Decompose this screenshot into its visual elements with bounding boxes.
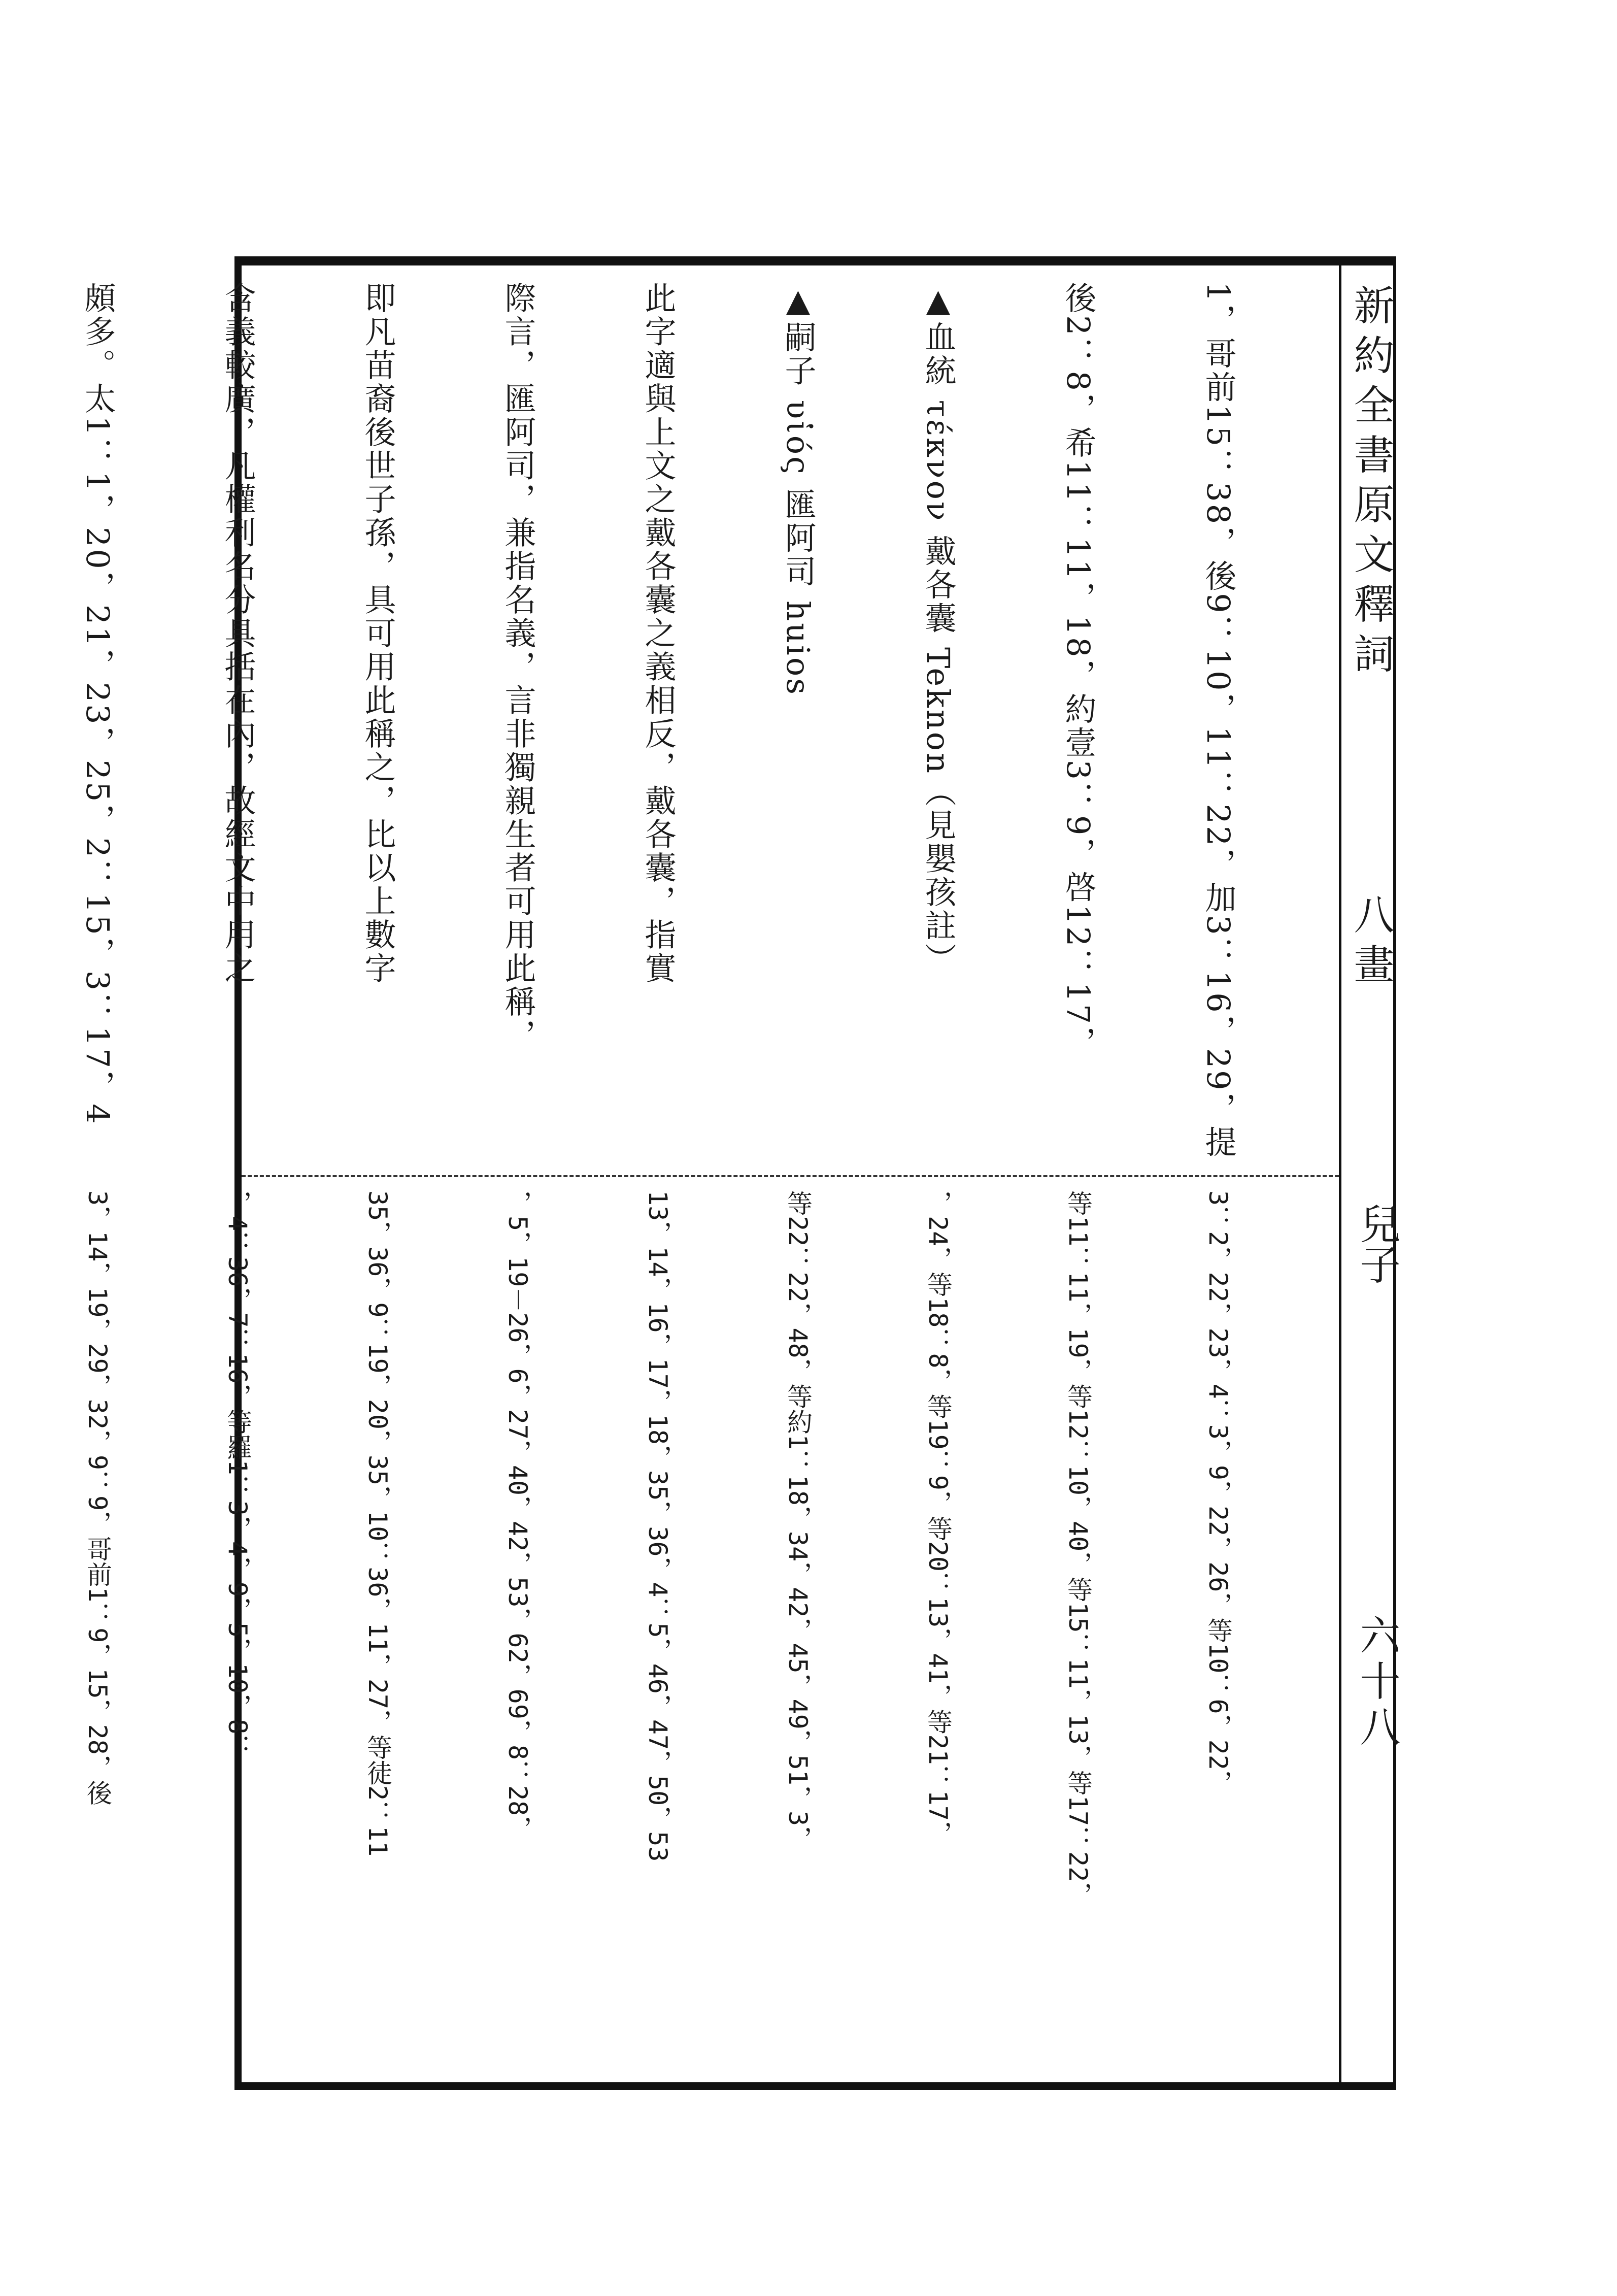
text-column: 1，哥前15：38，後9：10，11：22，加3：16，29，提	[1200, 282, 1237, 1159]
reference-column: ，24，等18：8，等19：9，等20：13，41，等21：17，	[923, 1190, 953, 1846]
text-column: ▲血統 τέκνον 戴各囊 Teknon（見嬰孩註）	[920, 282, 957, 976]
category-label: 八畫	[1347, 893, 1394, 993]
text-column: ▲嗣子 υἱός 匯阿司 huios	[780, 282, 817, 697]
reference-column: ，5，19－26，6，27，40，42，53，62，69，8：28，	[503, 1190, 532, 1842]
text-column: 含義較廣，凡權利名分具括在內，故經文中用之	[219, 282, 256, 985]
text-column: 即凡苗裔後世子孫，具可用此稱之，比以上數字	[359, 282, 396, 985]
reference-column: 等22：22，48，等約1：18，34，42，45，49，51，3，	[783, 1190, 813, 1852]
entry-label: 兒子	[1353, 1203, 1400, 1284]
text-column: 此字適與上文之戴各囊之義相反，戴各囊，指實	[639, 282, 677, 985]
reference-column: ，4：36，7：16，等羅1：3，4，9，5，10，8：	[223, 1190, 252, 1760]
text-column: 頗多。太1：1，20，21，23，25，2：15，3：17，4	[79, 282, 116, 1126]
reference-column: 35，36，9：19，20，35，10：36，11，27，等徒2：11	[363, 1190, 392, 1857]
reference-column: 3，14，19，29，32，9：9，哥前1：9，15，28，後	[83, 1190, 112, 1806]
section-divider	[242, 1175, 1339, 1179]
book-title: 新約全書原文釋詞	[1347, 284, 1394, 682]
lower-text-block	[83, 1190, 1335, 2074]
text-column: 際言，匯阿司，兼指名義，言非獨親生者可用此稱，	[499, 282, 536, 1052]
upper-text-block	[79, 282, 1335, 1165]
reference-column: 3：2，22，23，4：3，9，22，26，等10：6，22，	[1203, 1190, 1233, 1795]
page-number: 六十八	[1353, 1614, 1400, 1751]
reference-column: 等11：11，19，等12：10，40，等15：11，13，等17：22，	[1063, 1190, 1093, 1908]
text-column: 後2：8，希11：11，18，約壹3：9，啓12：17，	[1060, 282, 1097, 1060]
reference-column: 13，14，16，17，18，35，36，4：5，46，47，50，53	[643, 1190, 672, 1862]
header-divider	[1339, 262, 1341, 2085]
